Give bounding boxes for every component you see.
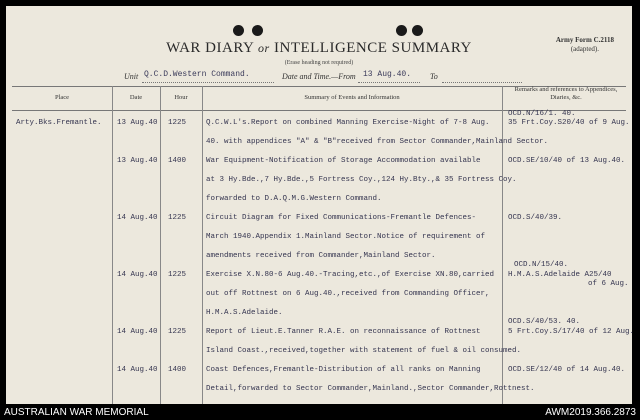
- to-underline: [442, 82, 522, 83]
- summary-line: Island Coast.,received,together with statement of fuel & oil consumed.: [206, 347, 522, 355]
- remarks-line: OCD.SE/12/40 of 14 Aug.40.: [508, 366, 626, 374]
- summary-line: War Equipment-Notification of Storage Accommodation available: [206, 157, 481, 165]
- summary-line: H.M.A.S.Adelaide.: [206, 309, 283, 317]
- summary-line: Report of Lieut.E.Tanner R.A.E. on reconnaissance of Rottnest: [206, 328, 481, 336]
- remarks-line: of 6 Aug.: [588, 280, 629, 288]
- hour-cell: 1400: [168, 157, 187, 165]
- date-cell: 14 Aug.40: [117, 271, 158, 279]
- summary-line: Circuit Diagram for Fixed Communications-Fremantle Defences-: [206, 214, 477, 222]
- col-header-place: Place: [54, 94, 70, 101]
- remarks-line: 35 Frt.Coy.S20/40 of 9 Aug.: [508, 119, 630, 127]
- archive-reference: AWM2019.366.2873: [545, 407, 636, 418]
- hour-cell: 1225: [168, 214, 187, 222]
- title-part: INTELLIGENCE SUMMARY: [273, 40, 472, 56]
- summary-line: out off Rottnest on 6 Aug.40.,received from Commanding Officer,: [206, 290, 490, 298]
- hour-cell: 1225: [168, 271, 187, 279]
- date-value: 13 Aug.40.: [363, 70, 412, 79]
- title-or: or: [258, 41, 270, 55]
- summary-line: Detail,forwarded to Sector Commander,Mainland.,Sector Commander,Rottnest.: [206, 385, 535, 393]
- form-name: Army Form C.2118: [555, 36, 614, 44]
- summary-line: March 1940.Appendix 1.Mainland Sector.Notice of requirement of: [206, 233, 486, 241]
- hour-cell: 1225: [168, 328, 187, 336]
- remarks-line: OCD.S/40/39.: [508, 214, 563, 222]
- column-divider: [502, 86, 503, 404]
- summary-line: forwarded to D.A.Q.M.G.Western Command.: [206, 195, 382, 203]
- unit-value: Q.C.D.Western Command.: [144, 70, 250, 79]
- remarks-line: H.M.A.S.Adelaide A25/40: [508, 271, 612, 279]
- date-label: Date and Time.—From: [282, 72, 356, 81]
- date-cell: 14 Aug.40: [117, 328, 158, 336]
- summary-line: amendments received from Commander,Mainland Sector.: [206, 252, 436, 260]
- col-header-remarks: Remarks and references to Appendices, Diaries, &c.: [514, 86, 618, 101]
- col-header-date: Date: [129, 94, 143, 101]
- remarks-line: OCD.SE/10/40 of 13 Aug.40.: [508, 157, 626, 165]
- summary-line: at 3 Hy.Bde.,7 Hy.Bde.,5 Fortress Coy.,124 Hy.Bty.,& 35 Fortress Coy.: [206, 176, 517, 184]
- punch-hole: [233, 25, 244, 36]
- date-cell: 13 Aug.40: [117, 119, 158, 127]
- unit-label: Unit: [124, 72, 139, 81]
- title-part: WAR DIARY: [166, 40, 254, 56]
- unit-underline: [142, 82, 274, 83]
- hour-cell: 1225: [168, 119, 187, 127]
- date-cell: 14 Aug.40: [117, 366, 158, 374]
- summary-line: Exercise X.N.80-6 Aug.40.-Tracing,etc.,of Exercise XN.80,carried: [206, 271, 495, 279]
- to-label: To: [430, 72, 438, 81]
- column-divider: [112, 86, 113, 404]
- punch-hole: [252, 25, 263, 36]
- place-cell: Arty.Bks.Fremantle.: [16, 119, 102, 127]
- remarks-line: OCD.N/16/1. 40.: [508, 110, 576, 118]
- hour-cell: 1400: [168, 366, 187, 374]
- column-divider: [202, 86, 203, 404]
- form-number: [556, 36, 614, 54]
- form-note: (adapted).: [570, 45, 600, 53]
- summary-line: Q.C.W.L's.Report on combined Manning Exercise-Night of 7-8 Aug.: [206, 119, 490, 127]
- remarks-line: OCD.N/15/40.: [514, 261, 569, 269]
- diary-page: [6, 6, 635, 404]
- col-header-hour: Hour: [174, 94, 188, 101]
- remarks-line: 5 Frt.Coy.S/17/40 of 12 Aug.: [508, 328, 635, 336]
- date-cell: 13 Aug.40: [117, 157, 158, 165]
- date-underline: [358, 82, 420, 83]
- date-cell: 14 Aug.40: [117, 214, 158, 222]
- punch-hole: [396, 25, 407, 36]
- summary-line: 40. with appendices "A" & "B"received from Sector Commander,Mainland Sector.: [206, 138, 549, 146]
- page-title: [6, 40, 632, 57]
- column-divider: [160, 86, 161, 404]
- subtitle: (Erase heading not required): [284, 60, 354, 66]
- summary-line: Coast Defences,Fremantle-Distribution of all ranks on Manning: [206, 366, 481, 374]
- punch-hole: [412, 25, 423, 36]
- col-header-summary: Summary of Events and Information: [304, 94, 400, 101]
- archive-caption: AUSTRALIAN WAR MEMORIAL: [4, 407, 149, 418]
- remarks-line: OCD.S/40/53. 40.: [508, 318, 581, 326]
